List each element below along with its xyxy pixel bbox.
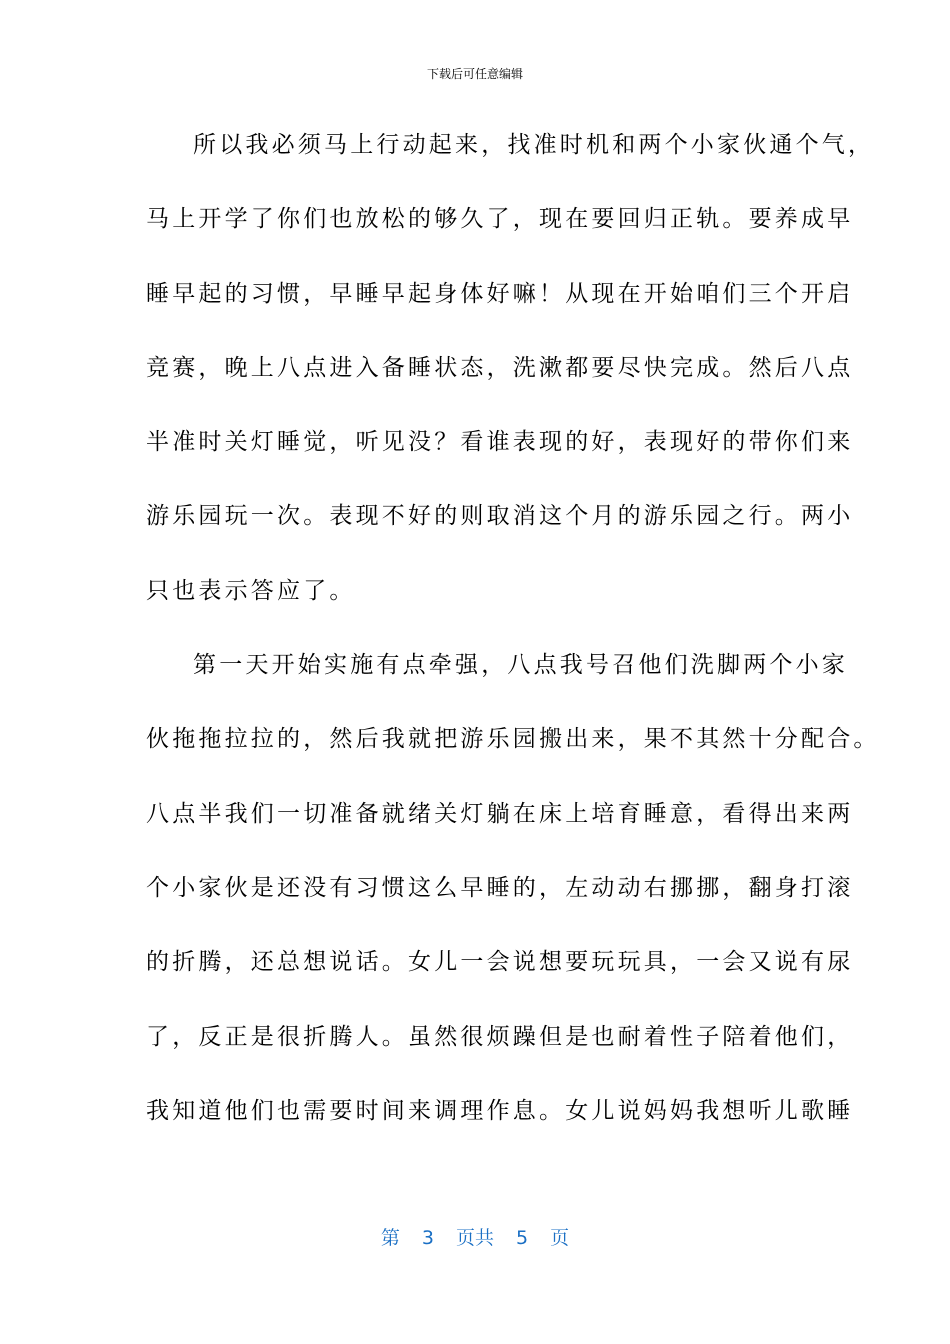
paragraph-2-line-2: 伙拖拖拉拉的，然后我就把游乐园搬出来，果不其然十分配合。 [146,726,880,753]
total-pages-number: 5 [516,1227,529,1249]
page-footer [0,1226,950,1250]
paragraph-1-line-6: 游乐园玩一次。表现不好的则取消这个月的游乐园之行。两小 [146,503,854,530]
footer-prefix: 第 [380,1227,400,1249]
paragraph-2-line-7: 我知道他们也需要时间来调理作息。女儿说妈妈我想听儿歌睡 [146,1097,854,1124]
paragraph-1-line-4: 竞赛，晚上八点进入备睡状态，洗漱都要尽快完成。然后八点 [146,354,854,381]
header-note: 下载后可任意编辑 [426,67,523,81]
footer-middle: 页共 [455,1227,494,1249]
paragraph-2-line-3: 八点半我们一切准备就绪关灯躺在床上培育睡意，看得出来两 [146,800,854,827]
paragraph-2-line-6: 了，反正是很折腾人。虽然很烦躁但是也耐着性子陪着他们， [146,1023,854,1050]
paragraph-1-line-5: 半准时关灯睡觉，听见没？看谁表现的好，表现好的带你们来 [146,429,854,456]
paragraph-2-line-4: 个小家伙是还没有习惯这么早睡的，左动动右挪挪，翻身打滚 [146,874,854,901]
paragraph-1-line-3: 睡早起的习惯，早睡早起身体好嘛！从现在开始咱们三个开启 [146,280,854,307]
paragraph-2-line-1: 第一天开始实施有点牵强，八点我号召他们洗脚两个小家 [193,652,848,679]
paragraph-2-line-5: 的折腾，还总想说话。女儿一会说想要玩玩具，一会又说有尿 [146,949,854,976]
footer-suffix: 页 [550,1227,570,1249]
paragraph-1-line-2: 马上开学了你们也放松的够久了，现在要回归正轨。要养成早 [146,206,854,233]
paragraph-1-line-7: 只也表示答应了。 [146,577,356,604]
paragraph-1-line-1: 所以我必须马上行动起来，找准时机和两个小家伙通个气， [193,132,875,158]
document-body [146,118,880,1158]
current-page-number: 3 [421,1227,434,1249]
